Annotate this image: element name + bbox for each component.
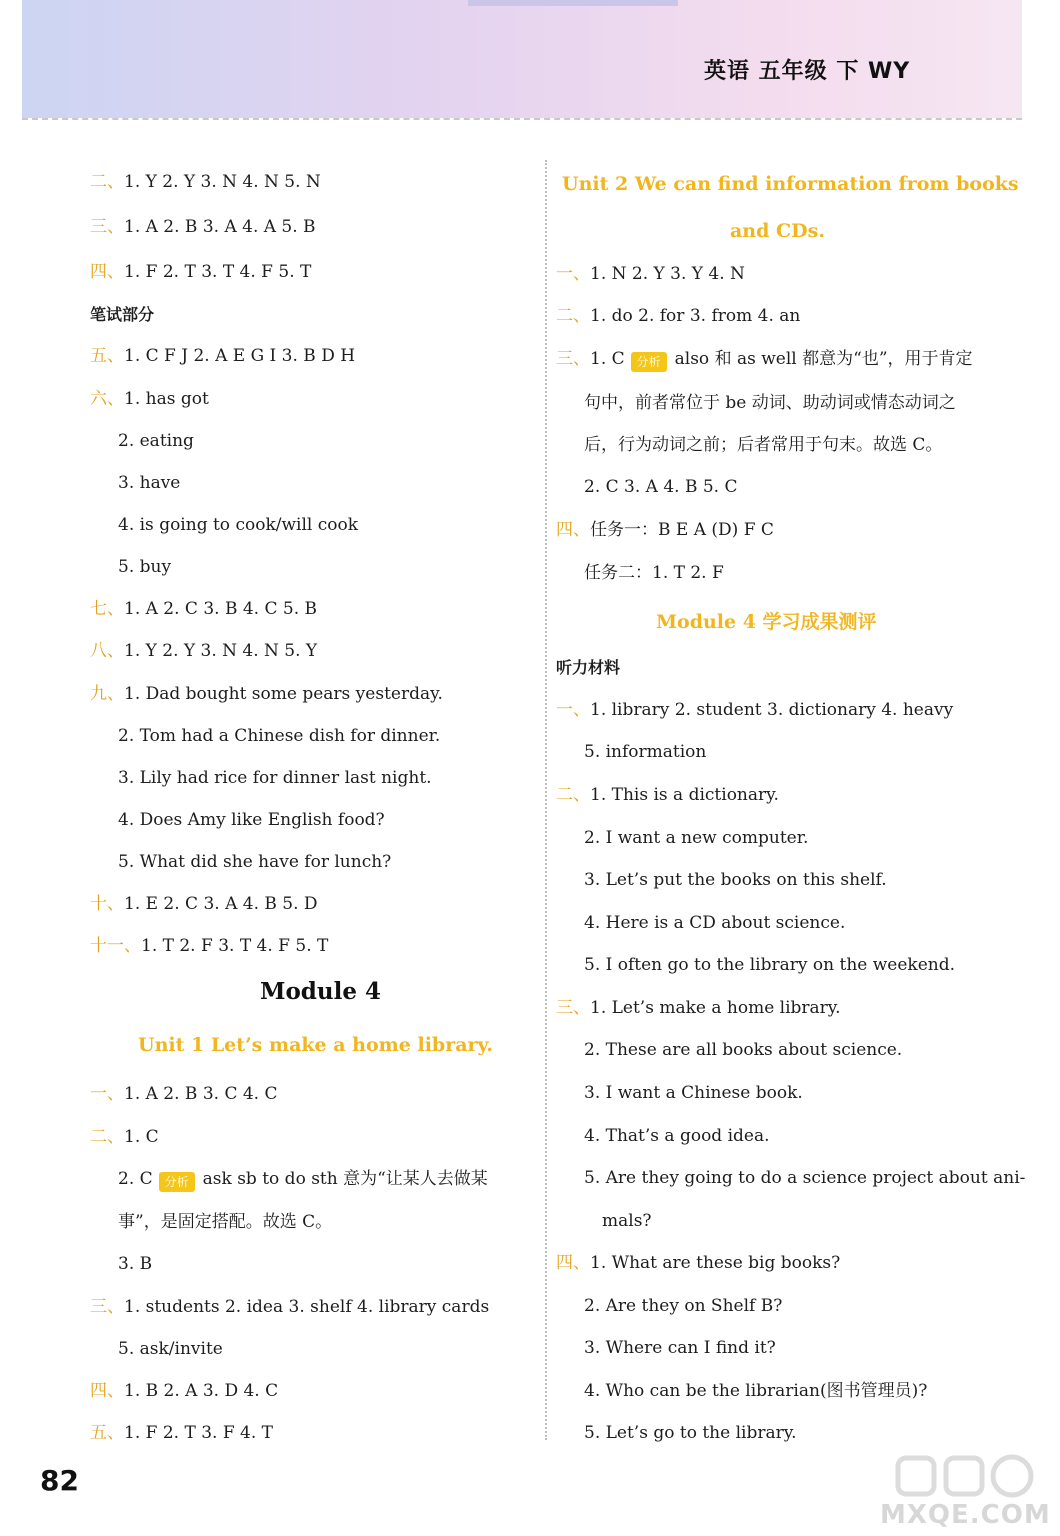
answer-line: 2. eating	[118, 431, 194, 451]
header-divider	[22, 118, 1022, 120]
unit-title: Unit 1 Let’s make a home library.	[138, 1034, 494, 1056]
answer-line: 4. Who can be the librarian(图书管理员)?	[584, 1381, 928, 1401]
answer-line: 九、1. Dad bought some pears yesterday.	[90, 684, 443, 704]
module-title: Module 4	[260, 978, 381, 1005]
page-number: 82	[40, 1464, 79, 1497]
answer-line: 5. What did she have for lunch?	[118, 852, 392, 872]
answer-line: mals?	[602, 1211, 652, 1231]
answer-line: 四、1. What are these big books?	[556, 1253, 841, 1273]
analysis-tag-icon: 分析	[631, 352, 667, 372]
answer-line: 一、1. library 2. student 3. dictionary 4. heavy	[556, 700, 954, 720]
answer-line: 六、1. has got	[90, 389, 209, 409]
answer-line: 2. These are all books about science.	[584, 1040, 903, 1060]
section-heading-listening: 听力材料	[556, 658, 621, 677]
header-title: 英语 五年级 下 WY	[704, 59, 911, 84]
answer-line: 二、1. Y 2. Y 3. N 4. N 5. N	[90, 172, 321, 192]
answer-line: 二、1. do 2. for 3. from 4. an	[556, 306, 801, 326]
answer-line: 三、1. students 2. idea 3. shelf 4. library cards	[90, 1297, 490, 1317]
watermark-text: MXQE.COM	[880, 1500, 1051, 1530]
answer-line: 3. have	[118, 473, 181, 493]
answer-line: 二、1. This is a dictionary.	[556, 785, 779, 805]
answer-line: 五、1. C F J 2. A E G I 3. B D H	[90, 346, 356, 366]
answer-line: 四、1. F 2. T 3. T 4. F 5. T	[90, 262, 312, 282]
answer-line: 一、1. N 2. Y 3. Y 4. N	[556, 264, 745, 284]
analysis-tag-icon: 分析	[159, 1172, 195, 1192]
module-eval-title: Module 4 学习成果测评	[656, 611, 877, 633]
answer-line: 十一、1. T 2. F 3. T 4. F 5. T	[90, 936, 329, 956]
answer-line: 3. B	[118, 1254, 153, 1274]
answer-line: 5. buy	[118, 557, 172, 577]
unit-title-cont: and CDs.	[730, 220, 825, 242]
answer-line: 3. Lily had rice for dinner last night.	[118, 768, 432, 788]
answer-line: 4. That’s a good idea.	[584, 1126, 770, 1146]
answer-line: 五、1. F 2. T 3. F 4. T	[90, 1423, 273, 1443]
answer-line: 四、任务一：B E A (D) F C	[556, 520, 774, 540]
answer-line: 4. is going to cook/will cook	[118, 515, 359, 535]
answer-line: 十、1. E 2. C 3. A 4. B 5. D	[90, 894, 318, 914]
answer-line: 5. information	[584, 742, 707, 762]
answer-line: 5. Are they going to do a science project about ani-	[584, 1168, 1026, 1188]
answer-line: 5. Let’s go to the library.	[584, 1423, 797, 1443]
answer-line: 后，行为动词之前；后者常用于句末。故选 C。	[584, 435, 943, 455]
answer-line: 3. Where can I find it?	[584, 1338, 776, 1358]
answer-line: 2. I want a new computer.	[584, 828, 809, 848]
unit-title: Unit 2 We can find information from books	[562, 173, 1019, 195]
answer-line: 四、1. B 2. A 3. D 4. C	[90, 1381, 279, 1401]
answer-line: 2. C 分析 ask sb to do sth 意为“让某人去做某	[118, 1167, 488, 1192]
answer-line: 3. Let’s put the books on this shelf.	[584, 870, 887, 890]
column-divider	[545, 160, 547, 1440]
answer-line: 5. I often go to the library on the weekend.	[584, 955, 956, 975]
answer-line: 二、1. C	[90, 1127, 159, 1147]
answer-line: 4. Here is a CD about science.	[584, 913, 846, 933]
answer-line: 八、1. Y 2. Y 3. N 4. N 5. Y	[90, 641, 318, 661]
answer-line: 三、1. C 分析 also 和 as well 都意为“也”，用于肯定	[556, 347, 973, 372]
answer-line: 三、1. Let’s make a home library.	[556, 998, 841, 1018]
answer-line: 三、1. A 2. B 3. A 4. A 5. B	[90, 217, 316, 237]
answer-line: 2. Tom had a Chinese dish for dinner.	[118, 726, 441, 746]
answer-line: 2. C 3. A 4. B 5. C	[584, 477, 738, 497]
answer-line: 任务二：1. T 2. F	[584, 563, 724, 583]
section-heading-written: 笔试部分	[90, 305, 155, 324]
answer-line: 句中，前者常位于 be 动词、助动词或情态动词之	[584, 393, 956, 413]
answer-line: 5. ask/invite	[118, 1339, 223, 1359]
answer-line: 七、1. A 2. C 3. B 4. C 5. B	[90, 599, 318, 619]
answer-line: 3. I want a Chinese book.	[584, 1083, 803, 1103]
answer-line: 2. Are they on Shelf B?	[584, 1296, 783, 1316]
answer-line: 事”，是固定搭配。故选 C。	[118, 1212, 333, 1232]
answer-line: 4. Does Amy like English food?	[118, 810, 385, 830]
answer-line: 一、1. A 2. B 3. C 4. C	[90, 1084, 278, 1104]
header-tab	[468, 0, 678, 6]
